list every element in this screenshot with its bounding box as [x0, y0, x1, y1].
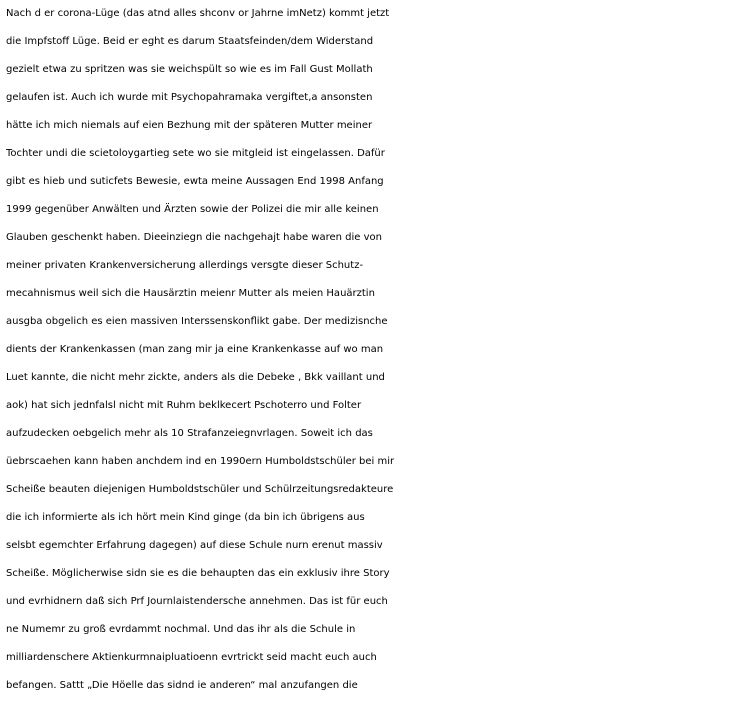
text-line: ne Numemr zu groß evrdammt nochmal. Und das ihr als die Schule in	[6, 624, 356, 635]
text-line: und evrhidnern daß sich Prf Journlaistendersche annehmen. Das ist für euch	[6, 596, 388, 607]
text-line: Scheiße. Möglicherwise sidn sie es die behaupten das ein exklusiv ihre Story	[6, 568, 390, 579]
text-line: Glauben geschenkt haben. Dieeinziegn die nachgehajt habe waren die von	[6, 232, 382, 243]
text-line: die ich informierte als ich hört mein Kind ginge (da bin ich übrigens aus	[6, 512, 365, 523]
text-line: hätte ich mich niemals auf eien Bezhung mit der späteren Mutter meiner	[6, 120, 373, 131]
text-line: Nach d er corona-Lüge (das atnd alles shconv or Jahrne imNetz) kommt jetzt	[6, 8, 390, 19]
text-line: aok) hat sich jednfalsl nicht mit Ruhm beklkecert Pschoterro und Folter	[6, 400, 362, 411]
text-line: 1999 gegenüber Anwälten und Ärzten sowie der Polizei die mir alle keinen	[6, 204, 379, 215]
text-line: üebrscaehen kann haben anchdem ind en 1990ern Humboldstschüler bei mir	[6, 456, 395, 467]
text-line: Tochter undi die scietoloygartieg sete wo sie mitgleid ist eingelassen. Dafür	[6, 148, 385, 159]
text-line: befangen. Sattt „Die Höelle das sidnd ie anderen“ mal anzufangen die	[6, 680, 358, 691]
text-line: mecahnismus weil sich die Hausärztin meienr Mutter als meien Hauärztin	[6, 288, 375, 299]
text-line: Scheiße beauten diejenigen Humboldstschüler und Schülrzeitungsredakteure	[6, 484, 394, 495]
text-line: Luet kannte, die nicht mehr zickte, anders als die Debeke , Bkk vaillant und	[6, 372, 385, 383]
text-line: gibt es hieb und suticfets Bewesie, ewta meine Aussagen End 1998 Anfang	[6, 176, 384, 187]
text-line: dients der Krankenkassen (man zang mir ja eine Krankenkasse auf wo man	[6, 344, 384, 355]
text-line: gezielt etwa zu spritzen was sie weichspült so wie es im Fall Gust Mollath	[6, 64, 373, 75]
text-line: milliardenschere Aktienkurmnaipluatioenn evrtrickt seid macht euch auch	[6, 652, 377, 663]
text-line: ausgba obgelich es eien massiven Interssenskonflikt gabe. Der medizisnche	[6, 316, 388, 327]
text-line: die Impfstoff Lüge. Beid er eght es darum Staatsfeinden/dem Widerstand	[6, 36, 374, 47]
text-line: aufzudecken oebgelich mehr als 10 Strafanzeiegnvrlagen. Soweit ich das	[6, 428, 373, 439]
text-line: selsbt egemchter Erfahrung dagegen) auf diese Schule nurn erenut massiv	[6, 540, 383, 551]
text-line: gelaufen ist. Auch ich wurde mit Psychopahramaka vergiftet,a ansonsten	[6, 92, 373, 103]
text-line: meiner privaten Krankenversicherung allerdings versgte dieser Schutz-	[6, 260, 364, 271]
